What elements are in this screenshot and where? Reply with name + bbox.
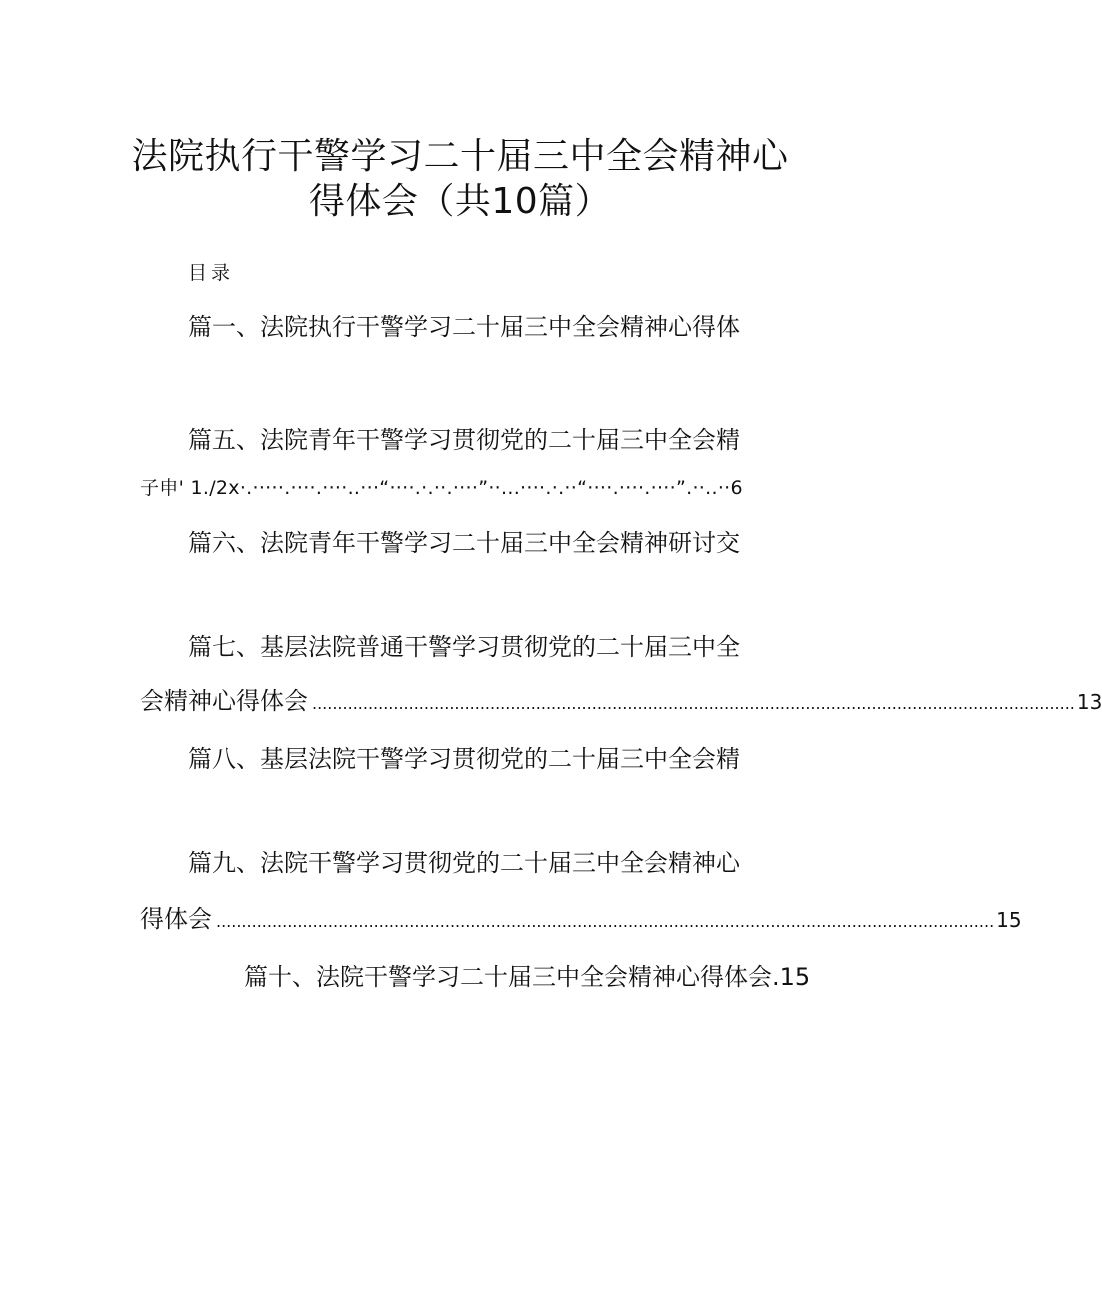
- document-title-line-2: 得体会（共10篇）: [308, 181, 612, 222]
- toc-entry-1: 篇一、法院执行干警学习二十届三中全会精神心得体: [188, 313, 740, 341]
- toc-entry-10: 篇十、法院干警学习二十届三中全会精神心得体会.15: [244, 963, 811, 991]
- toc-entry-9-continuation: [140, 904, 1022, 937]
- toc-entry-9-text: 得体会: [140, 905, 212, 933]
- toc-entry-7-page-number: 13: [1076, 690, 1102, 714]
- toc-entry-7-continuation: [140, 686, 1102, 719]
- toc-entry-8: 篇八、基层法院干警学习贯彻党的二十届三中全会精: [188, 745, 740, 773]
- toc-entry-9: 篇九、法院干警学习贯彻党的二十届三中全会精神心: [188, 849, 740, 877]
- toc-entry-5-garbled-continuation: 子申' 1./2x·.·····.····.····..···“····.·.··.····”··...····.·.··“····.····.····”.··..··6: [140, 477, 743, 499]
- toc-entry-6: 篇六、法院青年干警学习二十届三中全会精神研讨交: [188, 529, 740, 557]
- toc-entry-5: 篇五、法院青年干警学习贯彻党的二十届三中全会精: [188, 426, 740, 454]
- toc-entry-7-text: 会精神心得体会: [140, 687, 308, 715]
- document-title-line-1: 法院执行干警学习二十届三中全会精神心: [131, 136, 789, 177]
- dot-leader: .........................................................................................................................................................: [216, 912, 995, 931]
- dot-leader: ......................................................................................................................................................: [312, 694, 1075, 713]
- toc-entry-7: 篇七、基层法院普通干警学习贯彻党的二十届三中全: [188, 633, 740, 661]
- toc-entry-9-page-number: 15: [996, 908, 1022, 932]
- toc-heading: 目录: [188, 262, 235, 284]
